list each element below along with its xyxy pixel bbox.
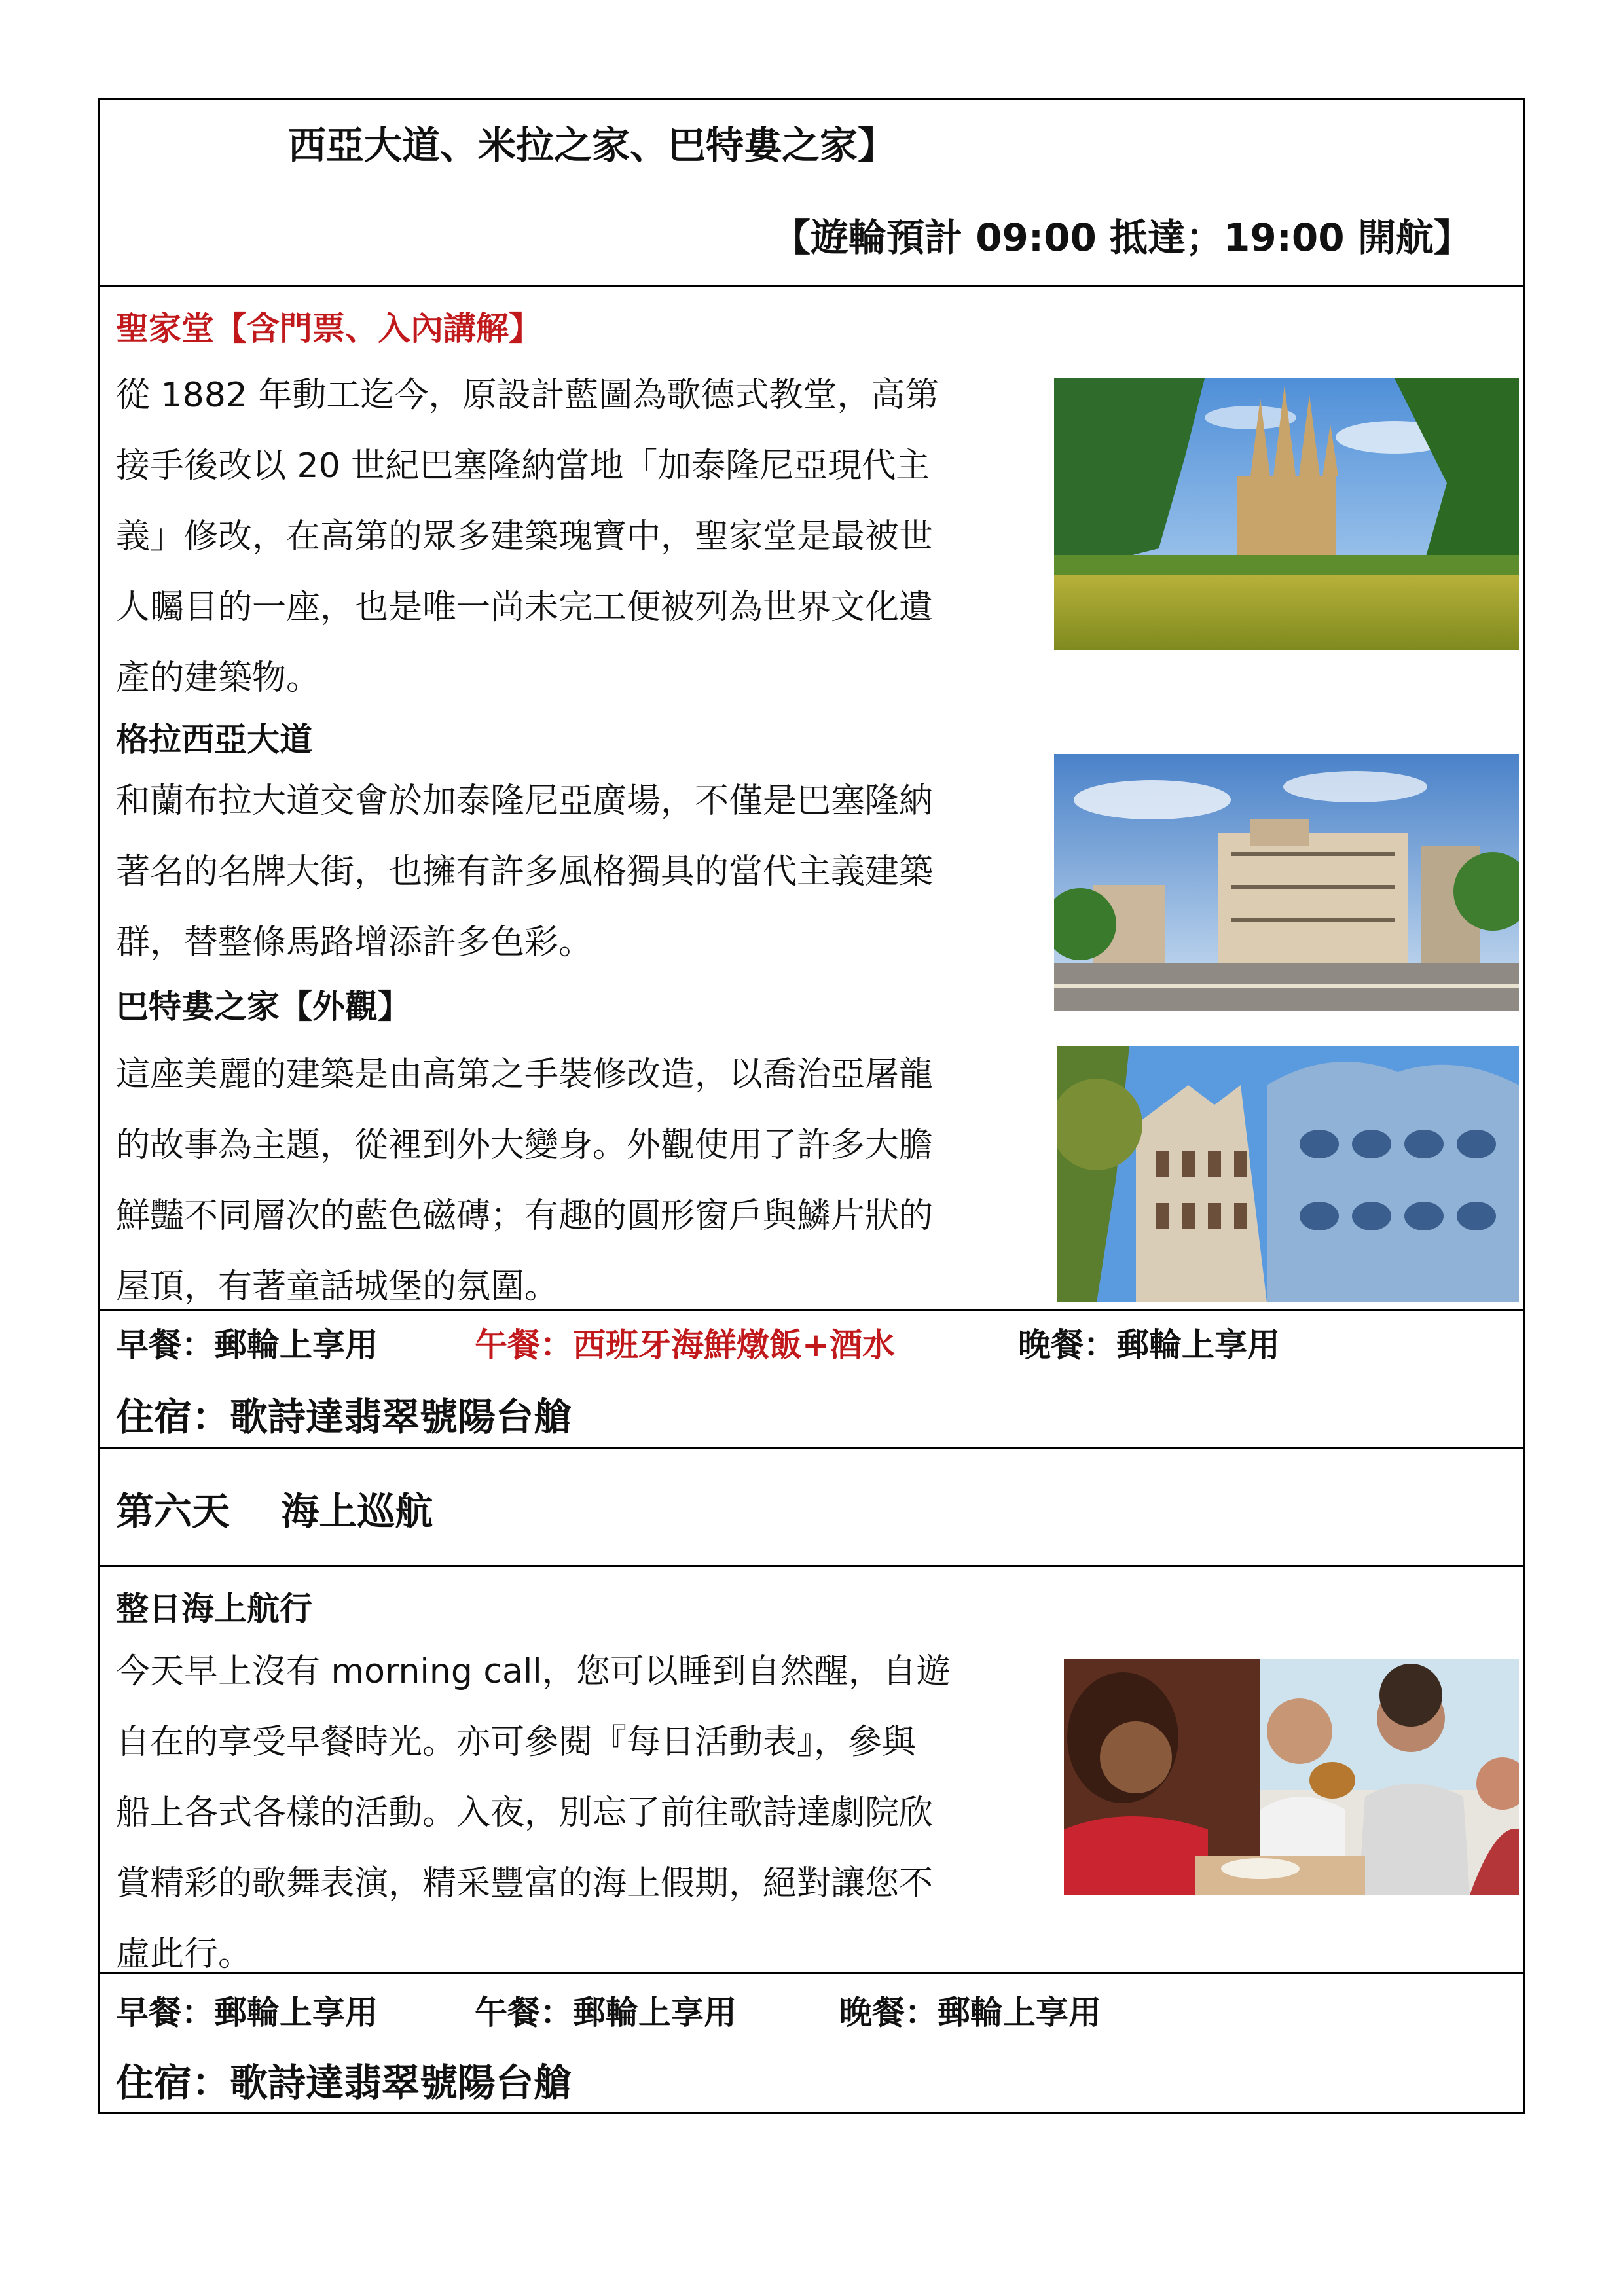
day6-title: 第六天 海上巡航 [116, 1489, 433, 1534]
dinner-info: 晚餐：郵輪上享用 [839, 1994, 1101, 2032]
text-line: 產的建築物。 [116, 658, 321, 698]
friends-dining-photo [1064, 1659, 1519, 1895]
row-divider [100, 285, 1523, 287]
sagrada-familia-photo [1054, 378, 1519, 650]
passeig-de-gracia-photo [1054, 754, 1519, 1011]
text-line: 著名的名牌大街，也擁有許多風格獨具的當代主義建築 [116, 852, 934, 891]
text-line: 群，替整條馬路增添許多色彩。 [116, 923, 593, 962]
dinner-info: 晚餐：郵輪上享用 [1018, 1326, 1280, 1364]
sagrada-description [116, 360, 1032, 713]
batllo-heading: 巴特婁之家【外觀】 [116, 988, 410, 1026]
text-line: 義」修改，在高第的眾多建築瑰寶中，聖家堂是最被世 [116, 517, 934, 556]
text-line: 的故事為主題，從裡到外大變身。外觀使用了許多大膽 [116, 1126, 934, 1165]
text-line: 賞精彩的歌舞表演，精采豐富的海上假期，絕對讓您不 [116, 1864, 934, 1903]
breakfast-info: 早餐：郵輪上享用 [116, 1326, 378, 1364]
casa-batllo-photo [1057, 1046, 1519, 1302]
text-line: 屋頂，有著童話城堡的氛圍。 [116, 1267, 559, 1306]
text-line: 自在的享受早餐時光。亦可參閱『每日活動表』，參與 [116, 1723, 917, 1762]
sea-day-description [116, 1636, 1032, 1990]
accommodation-info: 住宿：歌詩達翡翠號陽台艙 [116, 2060, 572, 2105]
cruise-schedule: 【遊輪預計 09:00 抵達；19:00 開航】 [773, 215, 1472, 260]
gracia-heading: 格拉西亞大道 [116, 721, 312, 759]
text-line: 虛此行。 [116, 1935, 253, 1974]
row-divider [100, 1565, 1523, 1567]
text-line: 接手後改以 20 世紀巴塞隆納當地「加泰隆尼亞現代主 [116, 446, 930, 486]
text-line: 今天早上沒有 morning call，您可以睡到自然醒，自遊 [116, 1652, 951, 1691]
breakfast-info: 早餐：郵輪上享用 [116, 1994, 378, 2032]
sagrada-heading: 聖家堂【含門票、入內講解】 [116, 310, 541, 348]
text-line: 和蘭布拉大道交會於加泰隆尼亞廣場，不僅是巴塞隆納 [116, 781, 934, 821]
batllo-description [116, 1039, 1032, 1322]
lunch-info: 午餐：郵輪上享用 [475, 1994, 737, 2032]
text-line: 船上各式各樣的活動。入夜，別忘了前往歌詩達劇院欣 [116, 1793, 934, 1833]
text-line: 鮮豔不同層次的藍色磁磚；有趣的圓形窗戶與鱗片狀的 [116, 1196, 934, 1236]
text-line: 從 1882 年動工迄今，原設計藍圖為歌德式教堂，高第 [116, 376, 939, 415]
row-divider [100, 1447, 1523, 1449]
sea-day-heading: 整日海上航行 [116, 1590, 312, 1628]
gracia-description [116, 766, 1032, 978]
lunch-info: 午餐：西班牙海鮮燉飯+酒水 [475, 1326, 895, 1364]
text-line: 這座美麗的建築是由高第之手裝修改造，以喬治亞屠龍 [116, 1055, 934, 1094]
text-line: 人矚目的一座，也是唯一尚未完工便被列為世界文化遺 [116, 588, 934, 627]
accommodation-info: 住宿：歌詩達翡翠號陽台艙 [116, 1395, 572, 1439]
day-route-title: 西亞大道、米拉之家、巴特婁之家】 [288, 123, 896, 168]
